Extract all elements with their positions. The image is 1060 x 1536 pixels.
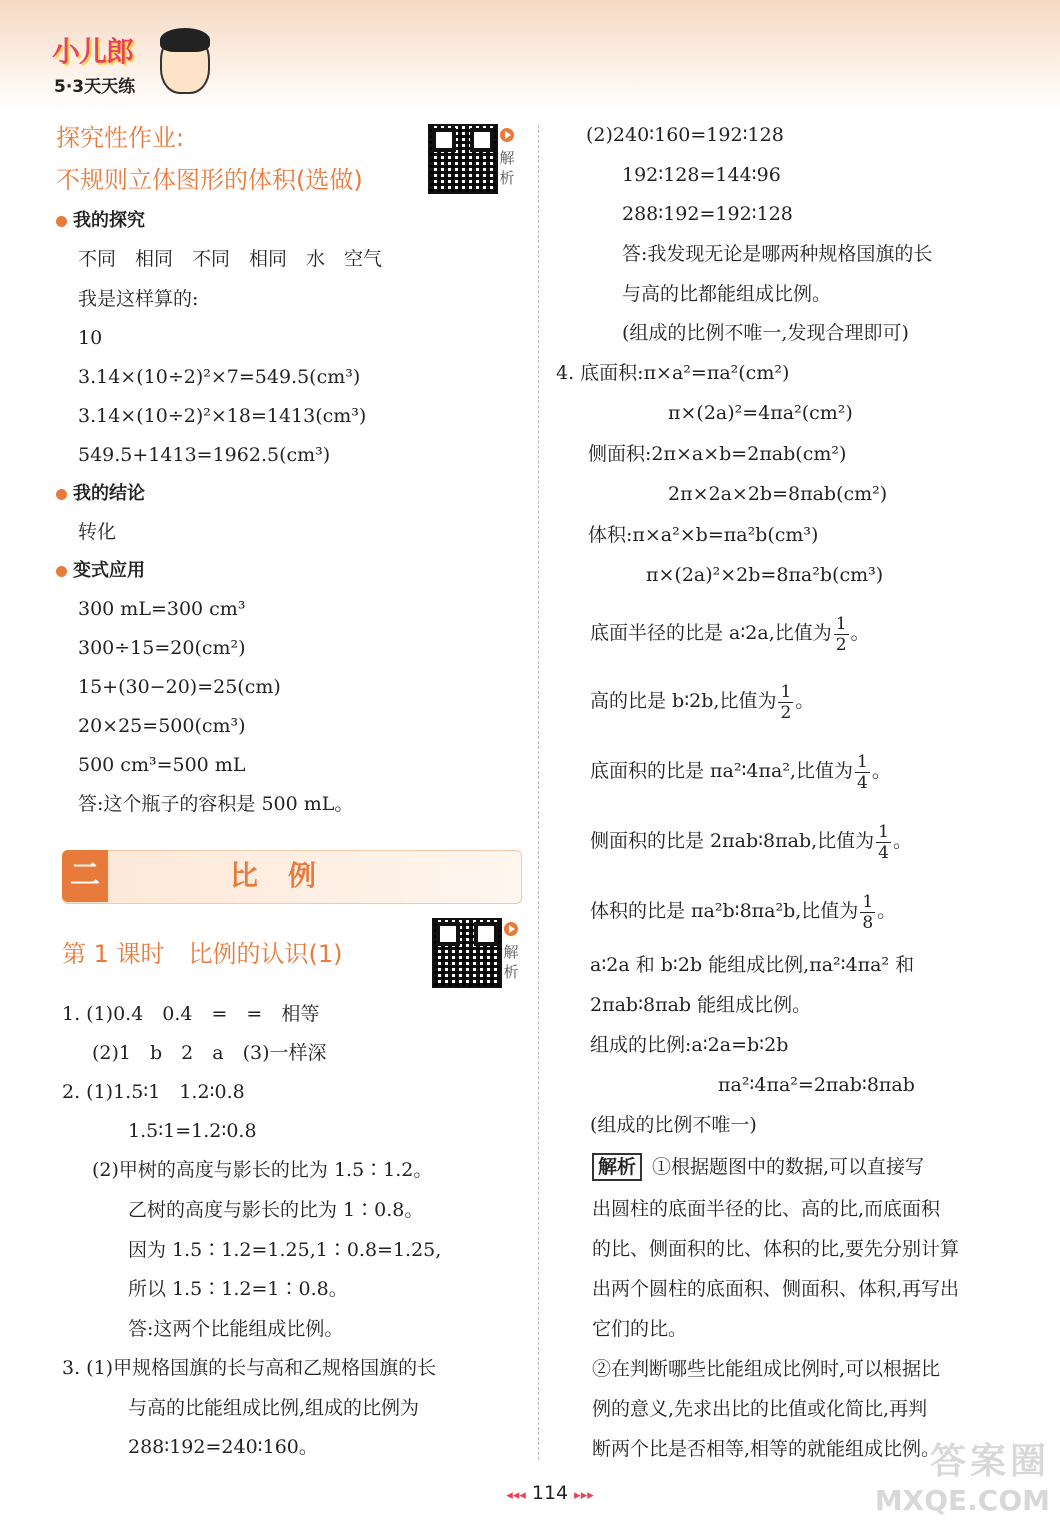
fraction: $\frac{1}{2}$ (835, 613, 847, 655)
answer-line: 2πab∶8πab 能组成比例。 (590, 994, 812, 1016)
apply-line: 500 cm³=500 mL (78, 754, 246, 776)
explore-line: 549.5+1413=1962.5(cm³) (78, 444, 331, 466)
section-title-2: 不规则立体图形的体积(选做) (56, 166, 363, 194)
apply-line: 答:这个瓶子的容积是 500 mL。 (78, 793, 354, 815)
explore-line: 3.14×(10÷2)²×18=1413(cm³) (78, 405, 367, 427)
analysis-line: 的比、侧面积的比、体积的比,要先分别计算 (592, 1238, 960, 1260)
conclusion-heading: 我的结论 (56, 481, 145, 507)
answer-line: (组成的比例不唯一,发现合理即可) (622, 322, 909, 344)
explore-line: 我是这样算的: (78, 288, 199, 310)
qr-code-icon[interactable] (428, 124, 498, 194)
analysis-line: 解析 ①根据题图中的数据,可以直接写 (592, 1153, 924, 1181)
brand-name: 小儿郎 (52, 35, 134, 68)
next-arrows-icon: ▸▸▸ (574, 1488, 594, 1503)
section-title-1: 探究性作业: (56, 124, 185, 152)
fraction: $\frac{1}{4}$ (878, 821, 889, 863)
answer-line: πa²∶4πa²=2πab∶8πab (718, 1074, 915, 1096)
answer-line: 3. (1)甲规格国旗的长与高和乙规格国旗的长 (62, 1357, 437, 1379)
fraction: $\frac{1}{2}$ (780, 681, 792, 723)
answer-line: 所以 1.5∶1.2=1∶0.8。 (128, 1278, 348, 1300)
bullet-icon (56, 216, 67, 227)
answer-line: 2π×2a×2b=8πab(cm²) (668, 483, 888, 505)
answer-line: 侧面积:2π×a×b=2πab(cm²) (588, 443, 847, 465)
apply-line: 300÷15=20(cm²) (78, 637, 246, 659)
apply-line: 300 mL=300 cm³ (78, 598, 246, 620)
answer-line: 192∶128=144∶96 (622, 164, 781, 186)
answer-line: π×(2a)²=4πa²(cm²) (668, 402, 853, 424)
answer-line: (2)1 b 2 a (3)一样深 (92, 1042, 327, 1064)
answer-line: π×(2a)²×2b=8πa²b(cm³) (646, 564, 884, 586)
answer-line: 2. (1)1.5∶1 1.2∶0.8 (62, 1081, 245, 1103)
brand-logo (52, 30, 212, 100)
answer-line: 288∶192=240∶160。 (128, 1436, 318, 1458)
answer-line: (2)甲树的高度与影长的比为 1.5∶1.2。 (92, 1159, 433, 1181)
analysis-line: 断两个比是否相等,相等的就能组成比例。 (592, 1438, 941, 1460)
watermark: 答案圈 MXQE.COM (874, 1441, 1050, 1517)
explore-line: 3.14×(10÷2)²×7=549.5(cm³) (78, 366, 361, 388)
answer-line: (2)240∶160=192∶128 (586, 124, 784, 146)
prev-arrows-icon: ◂◂◂ (506, 1488, 526, 1503)
explore-line: 不同 相同 不同 相同 水 空气 (78, 248, 383, 270)
apply-line: 15+(30−20)=25(cm) (78, 676, 281, 698)
answer-line: 答:我发现无论是哪两种规格国旗的长 (622, 243, 933, 265)
answer-line: 288∶192=192∶128 (622, 203, 793, 225)
fraction: $\frac{1}{8}$ (862, 891, 874, 933)
ratio-line: 侧面积的比是 2πab∶8πab,比值为 $\frac{1}{4}$ 。 (590, 821, 913, 863)
page-number: ◂◂◂ 114 ▸▸▸ (506, 1482, 594, 1504)
play-icon[interactable] (504, 922, 518, 936)
conclusion-line: 转化 (78, 521, 117, 543)
analysis-line: 它们的比。 (592, 1318, 688, 1340)
analysis-line: 出圆柱的底面半径的比、高的比,而底面积 (592, 1198, 941, 1220)
mascot-icon (160, 32, 210, 94)
answer-line: 体积:π×a²×b=πa²b(cm³) (588, 524, 819, 546)
ratio-line: 体积的比是 πa²b∶8πa²b,比值为 $\frac{1}{8}$ 。 (590, 891, 897, 933)
series-name: 5·3天天练 (54, 77, 136, 97)
qr-label: 解析 (499, 149, 515, 187)
answer-line: 4. 底面积:π×a²=πa²(cm²) (556, 362, 790, 384)
qr-label: 解析 (503, 943, 519, 981)
analysis-tag: 解析 (592, 1153, 642, 1181)
explore-line: 10 (78, 327, 103, 349)
fraction: $\frac{1}{4}$ (856, 751, 868, 793)
ratio-line: 高的比是 b∶2b,比值为 $\frac{1}{2}$ 。 (590, 681, 815, 723)
answer-line: 与高的比能组成比例,组成的比例为 (128, 1397, 420, 1419)
column-divider (538, 125, 539, 1460)
bullet-icon (56, 489, 67, 500)
qr-code-icon[interactable] (432, 918, 502, 988)
explore-heading: 我的探究 (56, 208, 145, 234)
ratio-line: 底面积的比是 πa²∶4πa²,比值为 $\frac{1}{4}$ 。 (590, 751, 891, 793)
play-icon[interactable] (500, 128, 514, 142)
bullet-icon (56, 566, 67, 577)
analysis-line: ②在判断哪些比能组成比例时,可以根据比 (592, 1358, 941, 1380)
answer-line: 1.5∶1=1.2∶0.8 (128, 1120, 257, 1142)
apply-heading: 变式应用 (56, 558, 145, 584)
answer-line: (组成的比例不唯一) (590, 1114, 757, 1136)
unit-title: 比例 (230, 859, 347, 892)
analysis-line: 例的意义,先求出比的比值或化简比,再判 (592, 1398, 928, 1420)
answer-line: 1. (1)0.4 0.4 = = 相等 (62, 1003, 320, 1025)
answer-line: a∶2a 和 b∶2b 能组成比例,πa²∶4πa² 和 (590, 954, 915, 976)
answer-line: 答:这两个比能组成比例。 (128, 1318, 344, 1340)
unit-number: 二 (62, 850, 108, 902)
answer-line: 与高的比都能组成比例。 (622, 283, 832, 305)
answer-line: 乙树的高度与影长的比为 1∶0.8。 (128, 1199, 424, 1221)
apply-line: 20×25=500(cm³) (78, 715, 246, 737)
ratio-line: 底面半径的比是 a∶2a,比值为 $\frac{1}{2}$ 。 (590, 613, 870, 655)
answer-line: 因为 1.5∶1.2=1.25,1∶0.8=1.25, (128, 1239, 442, 1261)
answer-line: 组成的比例:a∶2a=b∶2b (590, 1034, 789, 1056)
lesson-title: 第 1 课时 比例的认识(1) (62, 940, 343, 968)
analysis-line: 出两个圆柱的底面积、侧面积、体积,再写出 (592, 1278, 960, 1300)
